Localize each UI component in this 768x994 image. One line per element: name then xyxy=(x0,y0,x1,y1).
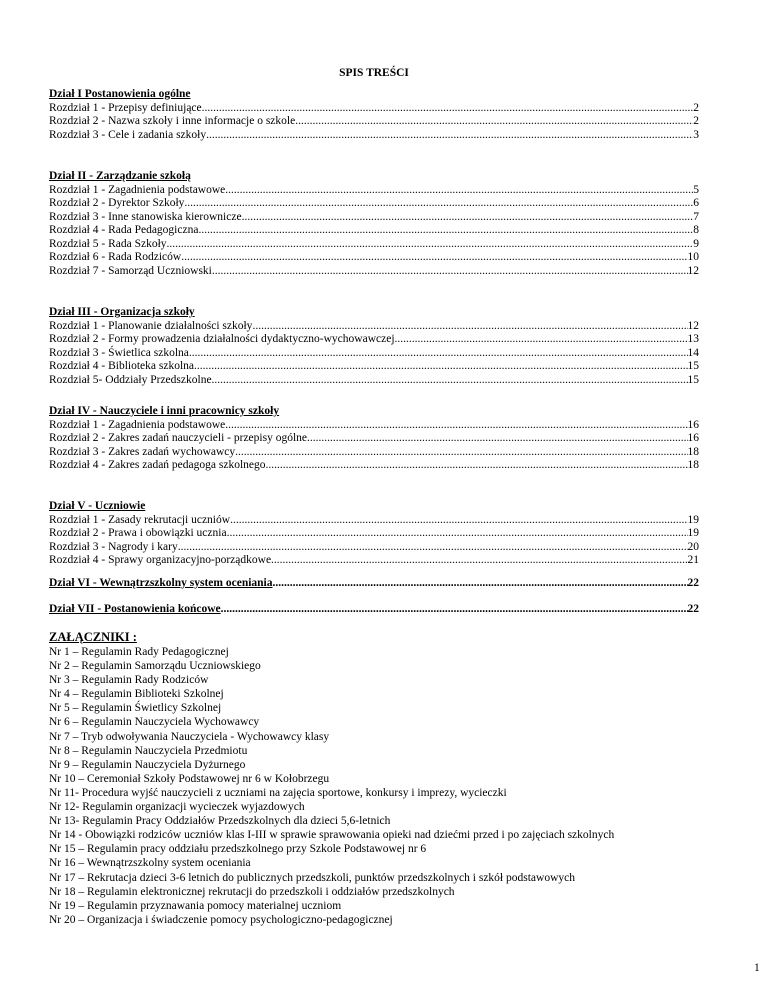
attachment-item: Nr 14 - Obowiązki rodziców uczniów klas I-III w sprawie sprawowania opieki nad dziećmi przed i po zajęciach szkolnych xyxy=(49,829,615,842)
toc-entry: Rozdział 3 - Świetlica szkolna ..... 14 xyxy=(49,347,699,361)
attachment-item: Nr 17 – Rekrutacja dzieci 3-6 letnich do publicznych przedszkoli, punktów przedszkolnych i szkół podstawowych xyxy=(49,871,575,884)
toc-entry: Rozdział 1 - Zasady rekrutacji uczniów ..... 19 xyxy=(49,514,699,528)
attachment-item: Nr 1 – Regulamin Rady Pedagogicznej xyxy=(49,646,229,658)
toc-entry: Rozdział 3 - Inne stanowiska kierownicze ..... 7 xyxy=(49,211,699,225)
toc-entry: Rozdział 1 - Planowanie działalności szkoły ..... 12 xyxy=(49,320,699,334)
toc-entry: Rozdział 2 - Prawa i obowiązki ucznia ..... 19 xyxy=(49,527,699,541)
attachment-item: Nr 19 – Regulamin przyznawania pomocy materialnej uczniom xyxy=(49,899,342,912)
section-dzial-3 xyxy=(49,306,699,387)
toc-entry: Rozdział 3 - Cele i zadania szkoły ..... 3 xyxy=(49,129,699,143)
attachment-item: Nr 9 – Regulamin Nauczyciela Dyżurnego xyxy=(49,758,246,771)
attachment-item: Nr 5 – Regulamin Świetlicy Szkolnej xyxy=(49,702,222,715)
toc-entry: Rozdział 2 - Dyrektor Szkoły ..... 6 xyxy=(49,197,699,211)
toc-entry: Rozdział 4 - Biblioteka szkolna ..... 15 xyxy=(49,360,699,374)
toc-entry: Rozdział 3 - Zakres zadań wychowawcy ..... 18 xyxy=(49,446,699,460)
toc-entry: Rozdział 4 - Rada Pedagogiczna ..... 8 xyxy=(49,224,699,238)
attachment-item: Nr 6 – Regulamin Nauczyciela Wychowawcy xyxy=(49,716,260,729)
section-dzial-6 xyxy=(49,577,699,591)
section-heading: Dział II - Zarządzanie szkołą xyxy=(49,170,191,182)
attachment-item: Nr 3 – Regulamin Rady Rodziców xyxy=(49,674,209,687)
toc-entry: Rozdział 2 - Formy prowadzenia działalności dydaktyczno-wychowawczej ..... 13 xyxy=(49,333,699,347)
toc-entry: Rozdział 2 - Zakres zadań nauczycieli - przepisy ogólne ..... 16 xyxy=(49,432,699,446)
section-heading: Dział I Postanowienia ogólne xyxy=(49,88,191,100)
attachments-section xyxy=(49,630,699,927)
attachments-heading: ZAŁĄCZNIKI : xyxy=(49,630,137,644)
section-dzial-2 xyxy=(49,170,699,278)
section-dzial-4 xyxy=(49,405,699,473)
attachment-item: Nr 16 – Wewnątrzszkolny system oceniania xyxy=(49,857,251,870)
section-dzial-1 xyxy=(49,88,699,142)
attachment-item: Nr 4 – Regulamin Biblioteki Szkolnej xyxy=(49,688,224,701)
toc-entry: Rozdział 4 - Sprawy organizacyjno-porządkowe ..... 21 xyxy=(49,554,699,568)
toc-entry: Rozdział 1 - Przepisy definiujące ..... 2 xyxy=(49,102,699,116)
document-title: SPIS TREŚCI xyxy=(339,67,409,79)
section-heading: Dział III - Organizacja szkoły xyxy=(49,306,195,318)
attachment-item: Nr 8 – Regulamin Nauczyciela Przedmiotu xyxy=(49,744,248,757)
attachment-item: Nr 15 – Regulamin pracy oddziału przedszkolnego przy Szkole Podstawowej nr 6 xyxy=(49,843,427,856)
attachment-item: Nr 12- Regulamin organizacji wycieczek wyjazdowych xyxy=(49,801,305,814)
toc-entry: Rozdział 5 - Rada Szkoły ..... 9 xyxy=(49,238,699,252)
section-dzial-5 xyxy=(49,500,699,568)
toc-entry: Rozdział 3 - Nagrody i kary ..... 20 xyxy=(49,541,699,555)
page-number: 1 xyxy=(754,962,760,974)
toc-entry: Rozdział 1 - Zagadnienia podstawowe ..... 16 xyxy=(49,419,699,433)
attachment-item: Nr 20 – Organizacja i świadczenie pomocy psychologiczno-pedagogicznej xyxy=(49,913,393,926)
section-heading: Dział V - Uczniowie xyxy=(49,500,146,512)
attachment-item: Nr 18 – Regulamin elektronicznej rekrutacji do przedszkoli i oddziałów przedszkolnych xyxy=(49,885,455,898)
section-dzial-7 xyxy=(49,603,699,617)
attachment-item: Nr 2 – Regulamin Samorządu Uczniowskiego xyxy=(49,660,261,673)
attachment-item: Nr 11- Procedura wyjść nauczycieli z uczniami na zajęcia sportowe, konkursy i imprezy, wycieczki xyxy=(49,786,507,799)
toc-entry: Rozdział 5- Oddziały Przedszkolne ..... 15 xyxy=(49,374,699,388)
attachment-item: Nr 13- Regulamin Pracy Oddziałów Przedszkolnych dla dzieci 5,6-letnich xyxy=(49,815,391,828)
section-heading: Dział IV - Nauczyciele i inni pracownicy szkoły xyxy=(49,405,280,417)
toc-entry: Dział VI - Wewnątrzszkolny system oceniania ..... 22 xyxy=(49,577,699,591)
toc-entry: Rozdział 4 - Zakres zadań pedagoga szkolnego ..... 18 xyxy=(49,459,699,473)
toc-entry: Rozdział 1 - Zagadnienia podstawowe ..... 5 xyxy=(49,184,699,198)
attachment-item: Nr 10 – Ceremoniał Szkoły Podstawowej nr 6 w Kołobrzegu xyxy=(49,772,330,785)
toc-entry: Rozdział 6 - Rada Rodziców ..... 10 xyxy=(49,251,699,265)
toc-entry: Dział VII - Postanowienia końcowe ..... 22 xyxy=(49,603,699,617)
attachment-item: Nr 7 – Tryb odwoływania Nauczyciela - Wychowawcy klasy xyxy=(49,730,330,743)
toc-entry: Rozdział 7 - Samorząd Uczniowski ..... 12 xyxy=(49,265,699,279)
toc-entry: Rozdział 2 - Nazwa szkoły i inne informacje o szkole ..... 2 xyxy=(49,115,699,129)
